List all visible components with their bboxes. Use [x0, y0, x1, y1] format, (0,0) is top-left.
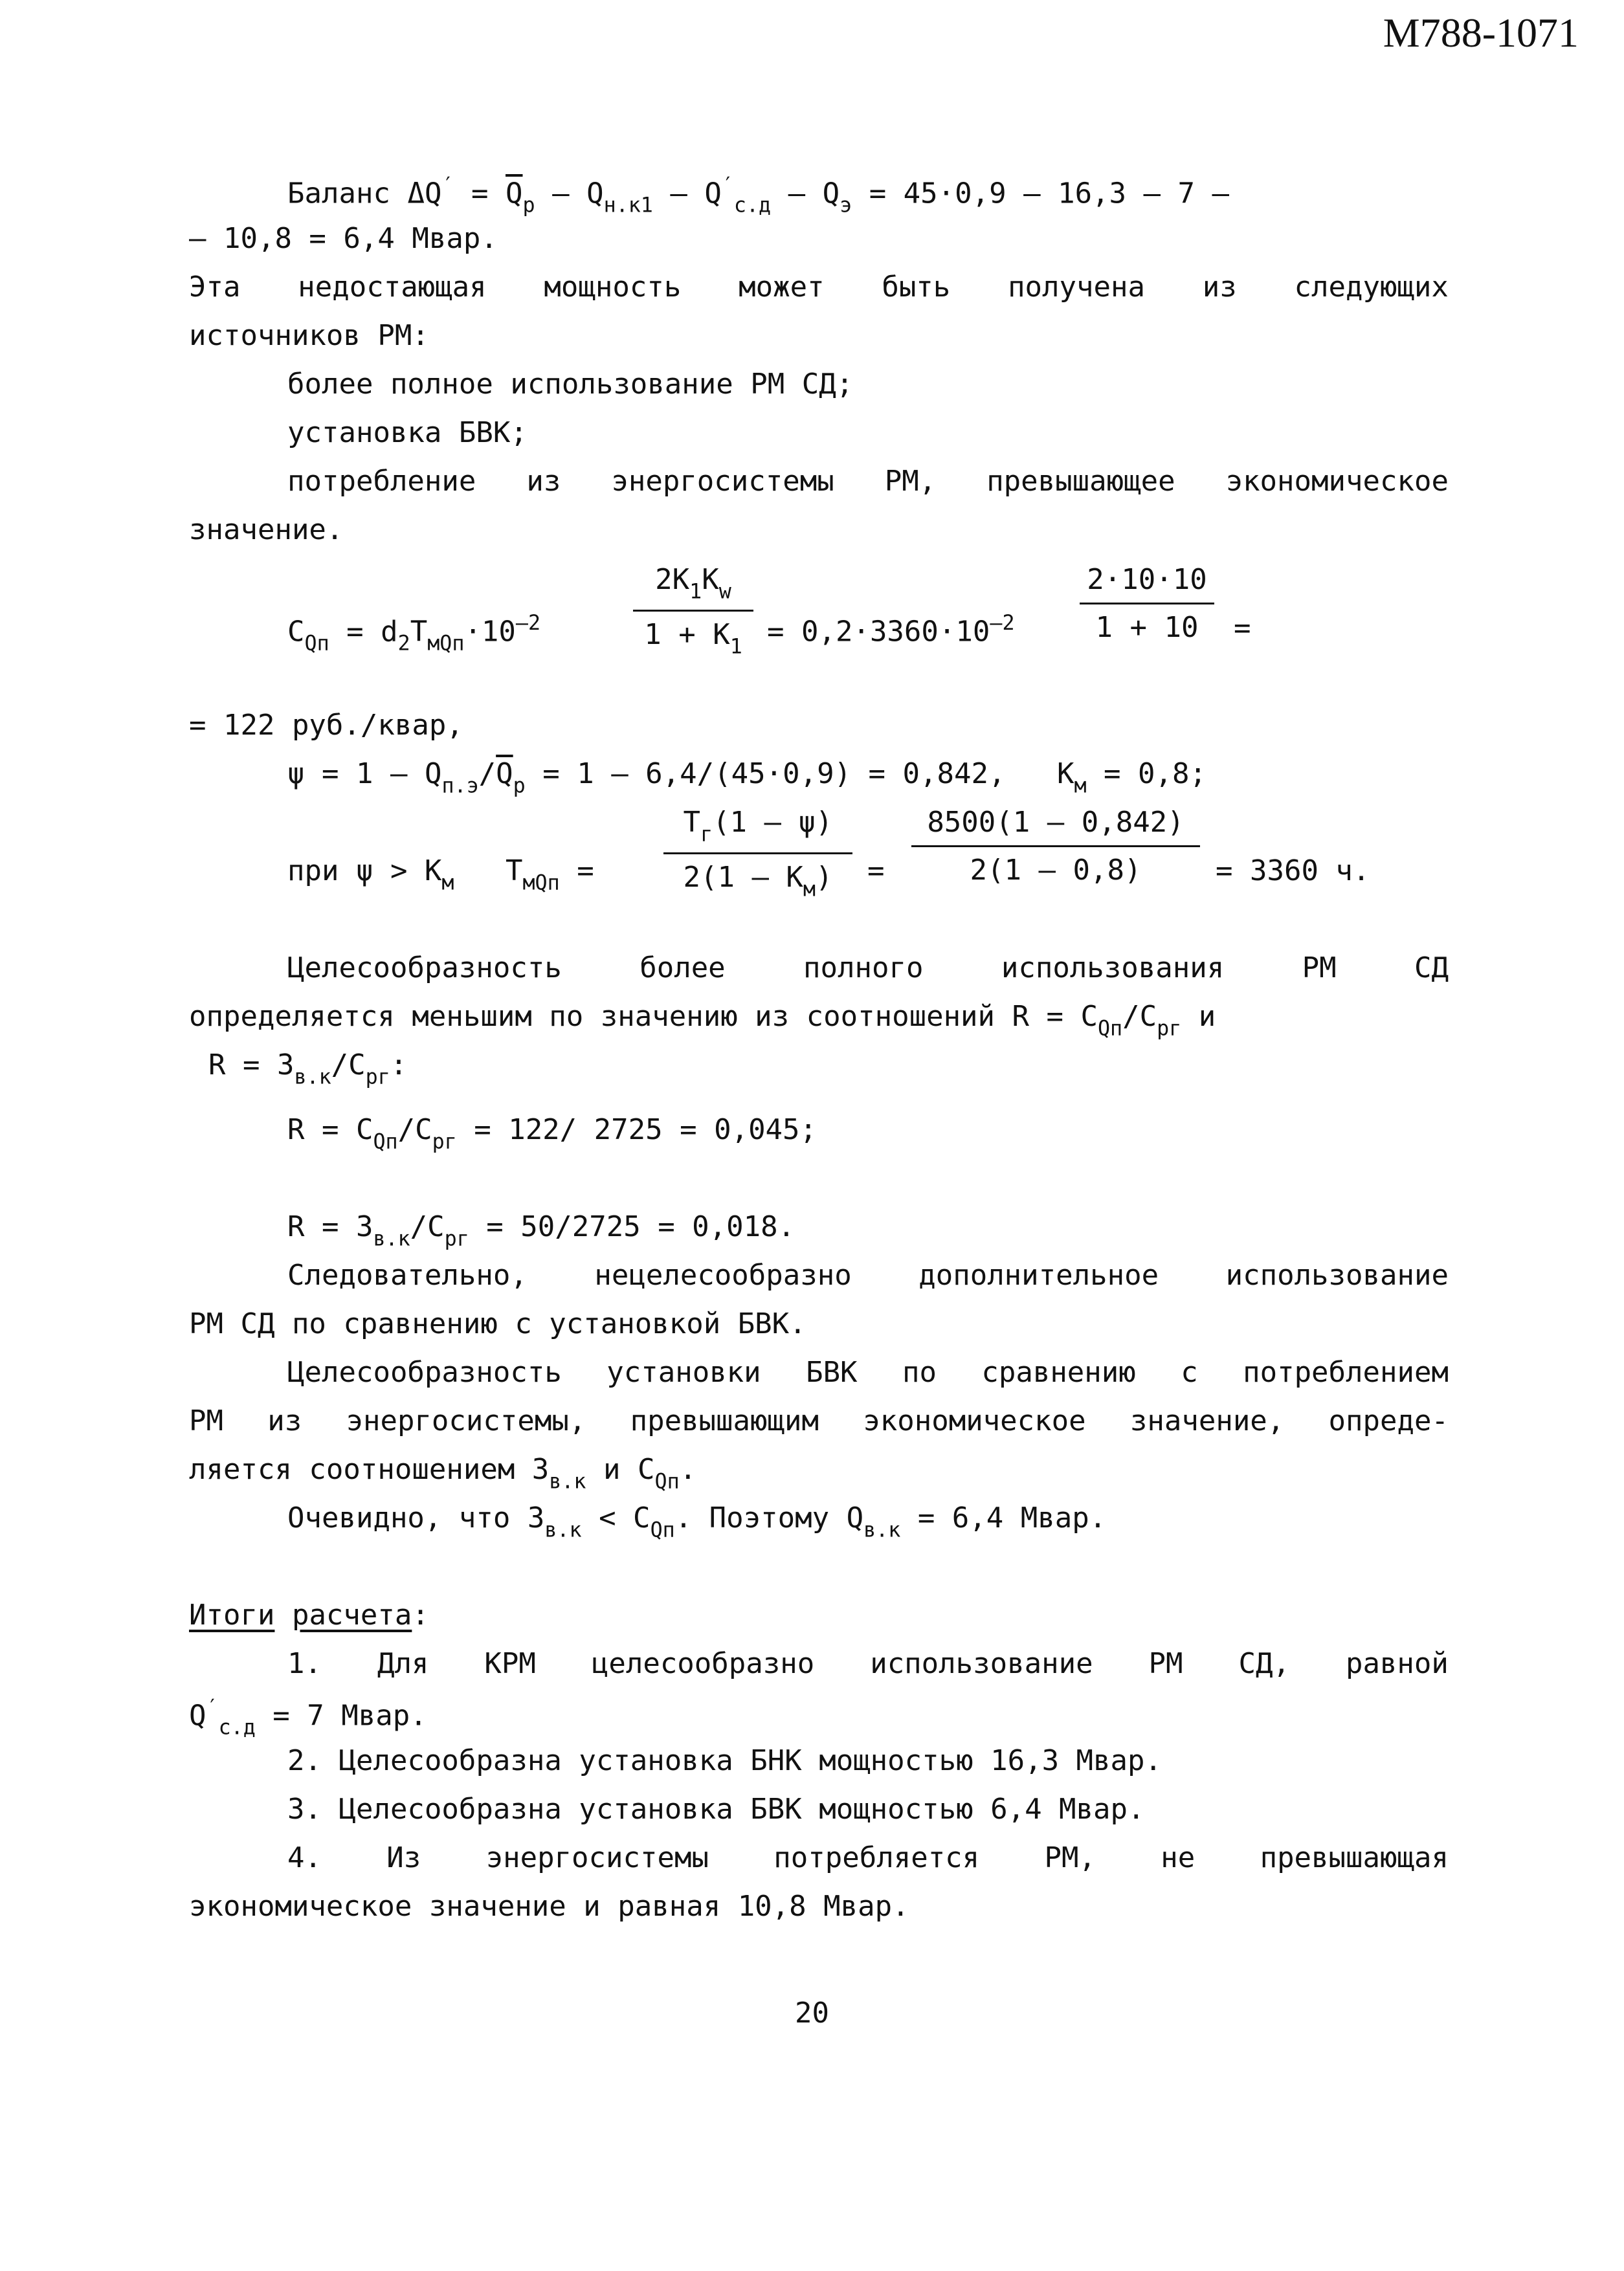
results-item-3: 3. Целесообразна установка БВК мощностью 6,4 Мвар. [287, 1793, 1145, 1826]
list-item: установка БВК; [287, 416, 528, 449]
para4-line1: Целесообразность установки БВК по сравнению с потреблением [287, 1356, 1449, 1389]
para2-line1: Целесообразность более полного использования РМ СД [287, 951, 1449, 984]
results-item-1-cont: $Q'_{с.д} = 7$ Мвар. [189, 1696, 427, 1740]
para3-line2: РМ СД по сравнению с установкой БВК. [189, 1307, 806, 1340]
page-number: 20 [795, 1997, 829, 2030]
document-code: М788-1071 [1383, 10, 1579, 56]
results-item-4: 4. Из энергосистемы потребляется РМ, не превышающая [287, 1841, 1449, 1874]
psi-line: $\psi = 1 - Q_{п.э}/\overline{Q}_р = 1 - 6,4/(45\cdot 0,9) = 0,842$, $K_м = 0,8$; [287, 757, 1207, 798]
para4-line4: Очевидно, что $З_{в.к} < C_{Qп}$. Поэтому $Q_{в.к} = 6,4$ Мвар. [287, 1501, 1107, 1542]
ratio-line-1: $R = C_{Qп}/C_{рг} = 122/$ 2725 = 0,045; [287, 1113, 818, 1154]
ratio-line-2: $R = З_{в.к}/C_{рг} = 50/2725 = 0,018$. [287, 1210, 795, 1251]
list-item: потребление из энергосистемы РМ, превышающее экономическое [287, 465, 1449, 498]
list-item-cont: значение. [189, 513, 344, 546]
balance-line: Баланс $\Delta Q' = \overline{Q}_р - Q_{н.к1} - Q'_{с.д} - Q_э = 45\cdot 0,9 - 16,3 - 7$ – [287, 173, 1229, 217]
formula-c-result: = 122 руб./квар, [189, 709, 463, 742]
balance-line-2: – 10,8 = 6,4 Мвар. [189, 222, 498, 255]
results-item-4-cont: экономическое значение и равная 10,8 Мвар. [189, 1890, 909, 1923]
para2-line3: $R = З_{в.к}/C_{рг}$: [208, 1048, 408, 1089]
para4-line2: РМ из энергосистемы, превышающим экономическое значение, опреде- [189, 1404, 1449, 1437]
para1-line2: источников РМ: [189, 319, 429, 352]
para1-line1: Эта недостающая мощность может быть получена из следующих [189, 271, 1449, 304]
para2-line2: определяется меньшим по значению из соотношений $R = C_{Qп}/C_{рг}$ и [189, 1000, 1216, 1041]
para3-line1: Следовательно, нецелесообразно дополнительное использование [287, 1259, 1449, 1292]
results-item-1: 1. Для КРМ целесообразно использование РМ СД, равной [287, 1647, 1449, 1680]
para4-line3: ляется соотношением $З_{в.к}$ и $C_{Qп}$. [189, 1453, 697, 1494]
results-heading: Итоги расчета: [189, 1599, 429, 1632]
results-item-2: 2. Целесообразна установка БНК мощностью 16,3 Мвар. [287, 1744, 1162, 1777]
list-item: более полное использование РМ СД; [287, 368, 854, 401]
